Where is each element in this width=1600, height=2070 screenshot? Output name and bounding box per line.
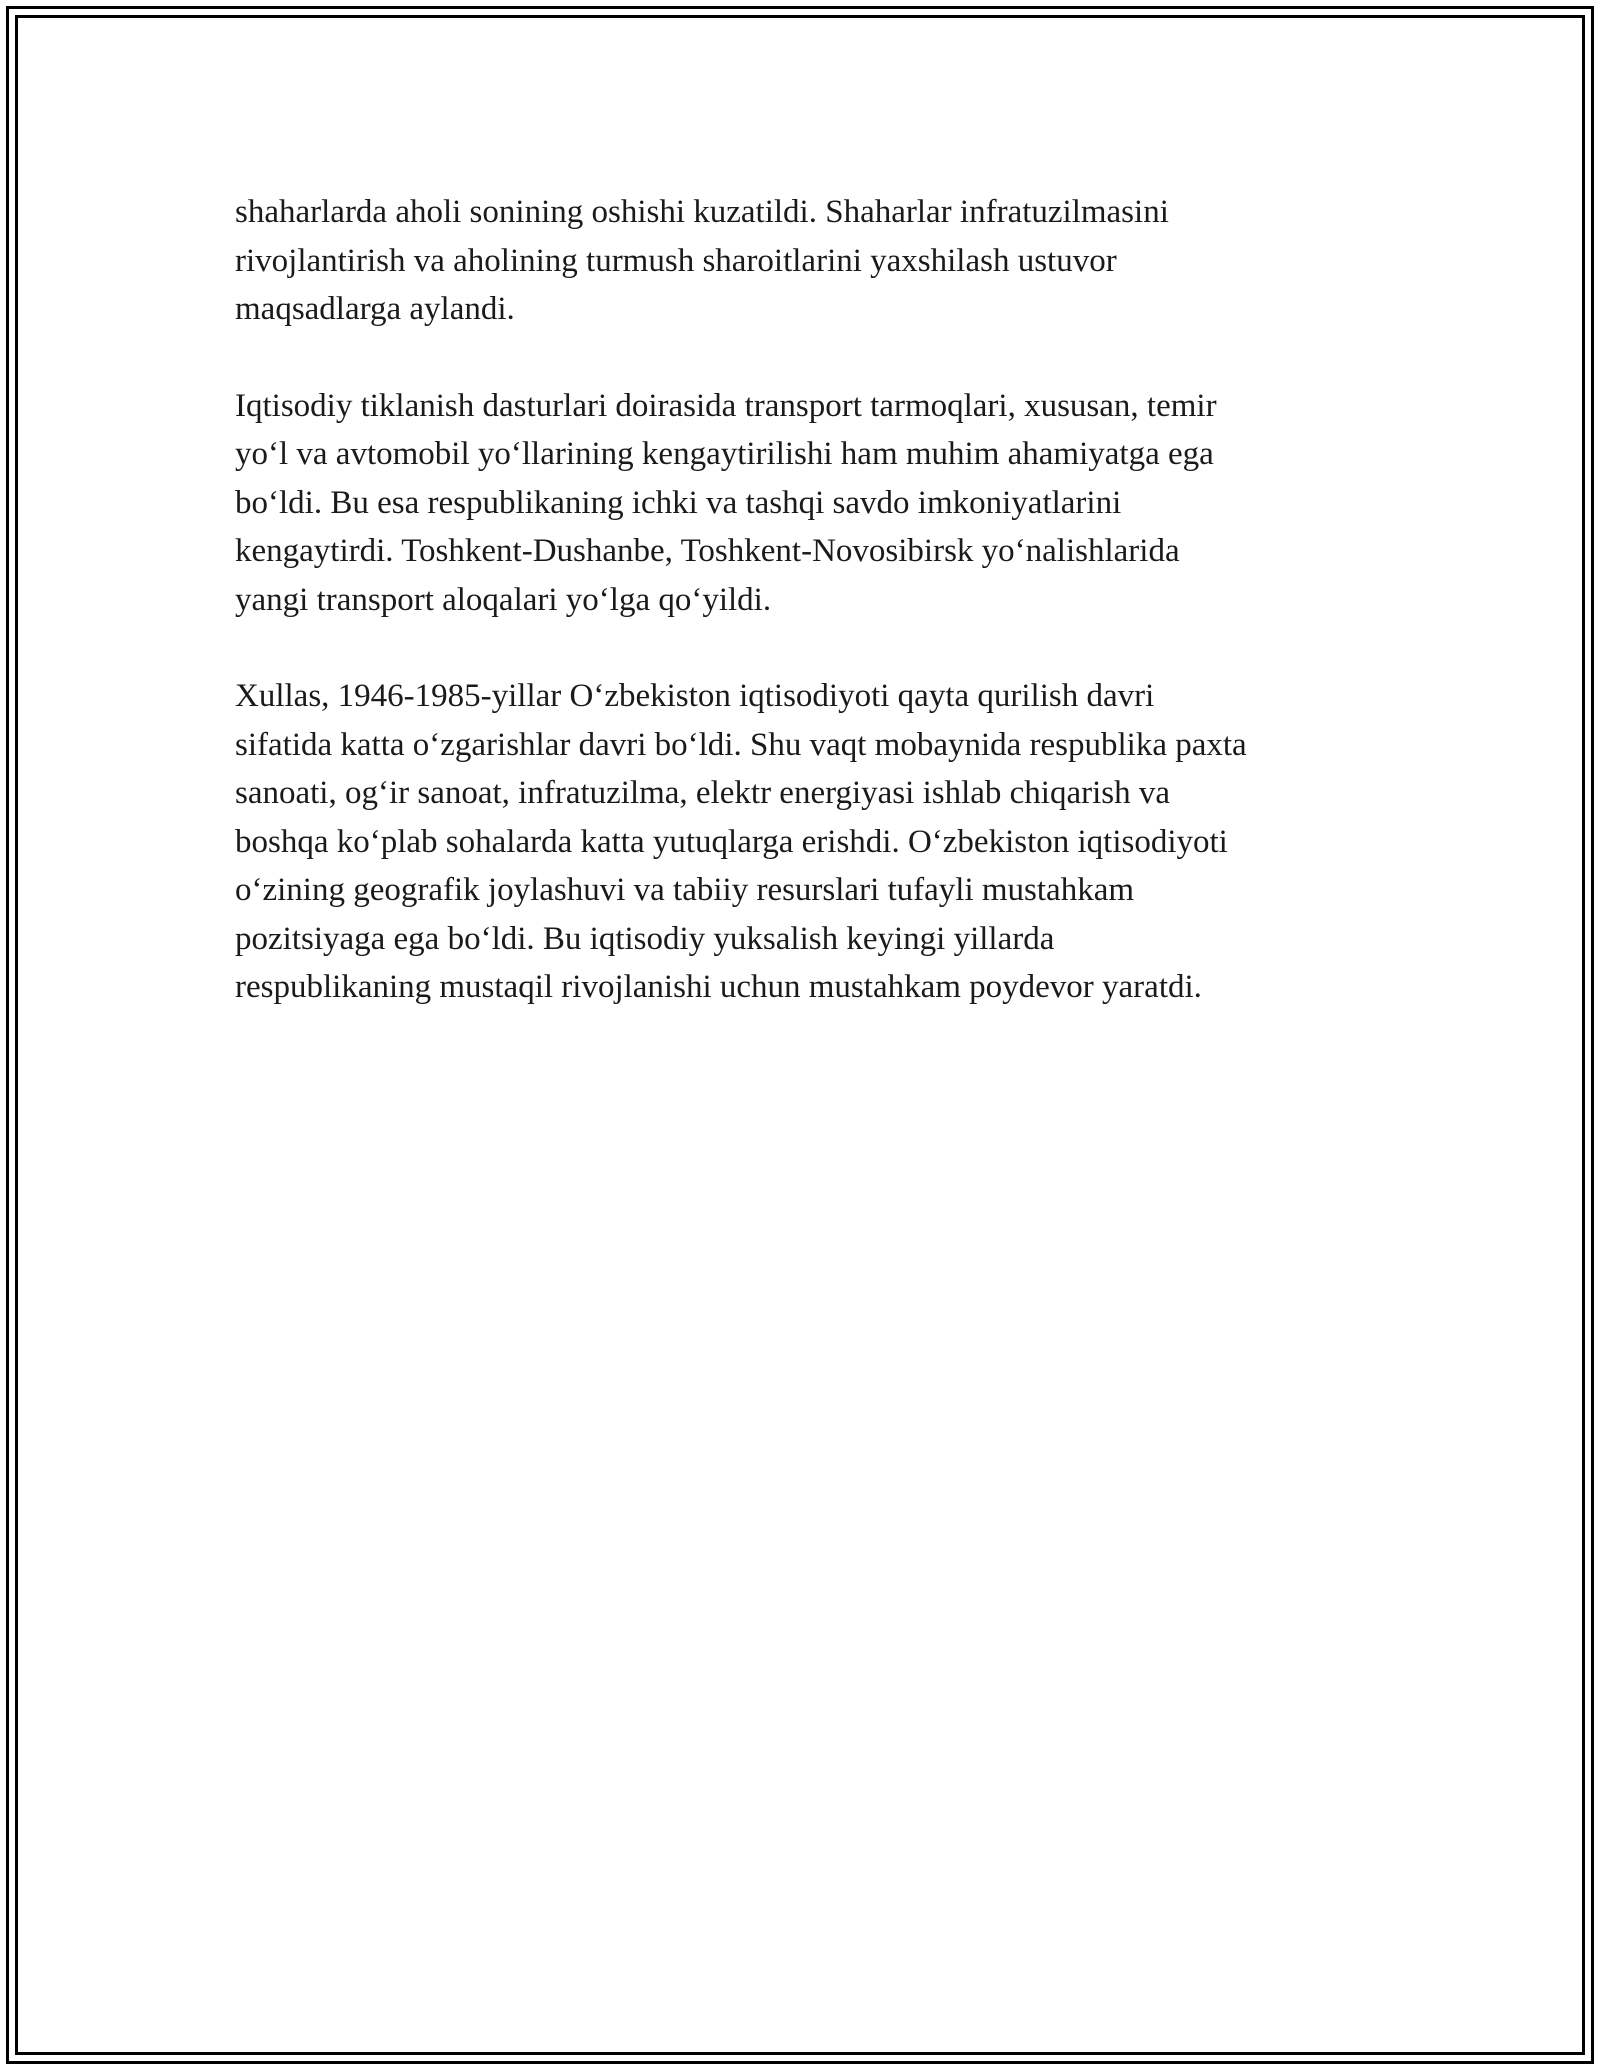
text-line: shaharlarda aholi sonining oshishi kuzatildi. Shaharlar infratuzilmasini <box>235 194 1169 230</box>
text-line: sifatida katta o‘zgarishlar davri bo‘ldi. Shu vaqt mobaynida respublika paxta <box>235 726 1247 763</box>
text-line: Xullas, 1946-1985-yillar O‘zbekiston iqtisodiyoti qayta qurilish davri <box>235 678 1155 714</box>
text-line: o‘zining geografik joylashuvi va tabiiy resurslari tufayli mustahkam <box>235 872 1135 908</box>
paragraph-1 <box>235 188 1385 334</box>
text-line: rivojlantirish va aholining turmush sharoitlarini yaxshilash ustuvor <box>235 242 1117 279</box>
text-line: kengaytirdi. Toshkent-Dushanbe, Toshkent-Novosibirsk yo‘nalishlarida <box>235 533 1180 569</box>
text-line: Iqtisodiy tiklanish dasturlari doirasida transport tarmoqlari, xususan, temir <box>235 387 1217 424</box>
text-line: yo‘l va avtomobil yo‘llarining kengaytirilishi ham muhim ahamiyatga ega <box>235 436 1214 472</box>
text-line: maqsadlarga aylandi. <box>235 291 515 327</box>
paragraph-2 <box>235 382 1385 625</box>
text-line: boshqa ko‘plab sohalarda katta yutuqlarga erishdi. O‘zbekiston iqtisodiyoti <box>235 823 1228 860</box>
text-line: yangi transport aloqalari yo‘lga qo‘yildi. <box>235 581 772 618</box>
text-line: sanoati, og‘ir sanoat, infratuzilma, elektr energiyasi ishlab chiqarish va <box>235 775 1171 811</box>
text-line: bo‘ldi. Bu esa respublikaning ichki va tashqi savdo imkoniyatlarini <box>235 484 1122 521</box>
text-line: pozitsiyaga ega bo‘ldi. Bu iqtisodiy yuksalish keyingi yillarda <box>235 920 1055 957</box>
paragraph-3 <box>235 672 1385 1012</box>
document-body <box>235 188 1385 1060</box>
text-line: respublikaning mustaqil rivojlanishi uchun mustahkam poydevor yaratdi. <box>235 969 1202 1005</box>
